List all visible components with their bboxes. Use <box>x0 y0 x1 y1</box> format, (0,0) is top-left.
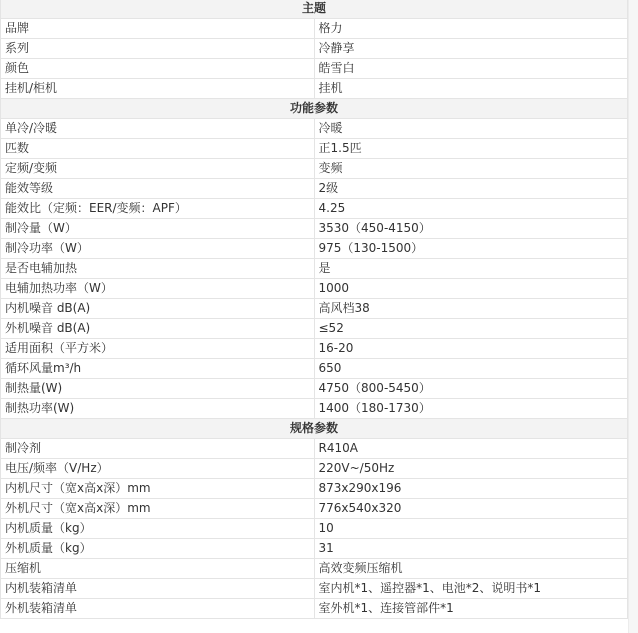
row-key: 适用面积（平方米） <box>1 339 315 359</box>
row-value: 975（130-1500） <box>314 239 628 259</box>
section-header-func <box>1 99 628 119</box>
section-title: 规格参数 <box>1 419 628 439</box>
row-key: 内机噪音 dB(A) <box>1 299 315 319</box>
table-row <box>1 379 628 399</box>
row-value: R410A <box>314 439 628 459</box>
row-value: 2级 <box>314 179 628 199</box>
row-key: 内机尺寸（宽x高x深）mm <box>1 479 315 499</box>
row-key: 单冷/冷暖 <box>1 119 315 139</box>
table-row <box>1 239 628 259</box>
table-row <box>1 459 628 479</box>
row-value: 4750（800-5450） <box>314 379 628 399</box>
row-value: 高效变频压缩机 <box>314 559 628 579</box>
row-key: 电辅加热功率（W） <box>1 279 315 299</box>
row-key: 匹数 <box>1 139 315 159</box>
row-value: 1400（180-1730） <box>314 399 628 419</box>
row-value: 220V~/50Hz <box>314 459 628 479</box>
table-row <box>1 539 628 559</box>
table-row <box>1 219 628 239</box>
row-value: 高风档38 <box>314 299 628 319</box>
row-key: 制热量(W) <box>1 379 315 399</box>
row-value: 1000 <box>314 279 628 299</box>
table-row <box>1 439 628 459</box>
row-value: 皓雪白 <box>314 59 628 79</box>
row-value: 变频 <box>314 159 628 179</box>
row-value: 格力 <box>314 19 628 39</box>
table-row <box>1 359 628 379</box>
row-value: 31 <box>314 539 628 559</box>
table-row <box>1 119 628 139</box>
section-title: 功能参数 <box>1 99 628 119</box>
section-title: 主题 <box>1 0 628 19</box>
table-row <box>1 599 628 619</box>
table-row <box>1 299 628 319</box>
row-value: 776x540x320 <box>314 499 628 519</box>
row-value: 挂机 <box>314 79 628 99</box>
row-key: 外机质量（kg） <box>1 539 315 559</box>
row-key: 压缩机 <box>1 559 315 579</box>
row-key: 能效比（定频：EER/变频：APF） <box>1 199 315 219</box>
table-row <box>1 199 628 219</box>
table-row <box>1 499 628 519</box>
table-row <box>1 179 628 199</box>
row-key: 颜色 <box>1 59 315 79</box>
row-key: 内机质量（kg） <box>1 519 315 539</box>
row-key: 定频/变频 <box>1 159 315 179</box>
table-row <box>1 319 628 339</box>
row-value: 冷暖 <box>314 119 628 139</box>
row-key: 循环风量m³/h <box>1 359 315 379</box>
table-row <box>1 579 628 599</box>
table-row <box>1 559 628 579</box>
row-key: 能效等级 <box>1 179 315 199</box>
row-value: 是 <box>314 259 628 279</box>
row-key: 外机噪音 dB(A) <box>1 319 315 339</box>
table-row <box>1 79 628 99</box>
row-key: 制冷功率（W） <box>1 239 315 259</box>
table-row <box>1 399 628 419</box>
row-key: 系列 <box>1 39 315 59</box>
table-row <box>1 279 628 299</box>
table-row <box>1 519 628 539</box>
row-value: 873x290x196 <box>314 479 628 499</box>
row-value: 10 <box>314 519 628 539</box>
row-value: 冷静享 <box>314 39 628 59</box>
row-key: 制热功率(W) <box>1 399 315 419</box>
row-key: 制冷剂 <box>1 439 315 459</box>
row-key: 品牌 <box>1 19 315 39</box>
row-value: 室内机*1、遥控器*1、电池*2、说明书*1 <box>314 579 628 599</box>
row-value: 4.25 <box>314 199 628 219</box>
row-key: 外机装箱清单 <box>1 599 315 619</box>
row-key: 制冷量（W） <box>1 219 315 239</box>
row-value: 650 <box>314 359 628 379</box>
table-row <box>1 479 628 499</box>
table-row <box>1 159 628 179</box>
row-value: 3530（450-4150） <box>314 219 628 239</box>
row-key: 外机尺寸（宽x高x深）mm <box>1 499 315 519</box>
row-key: 内机装箱清单 <box>1 579 315 599</box>
row-value: 正1.5匹 <box>314 139 628 159</box>
table-row <box>1 59 628 79</box>
section-header-main <box>1 0 628 19</box>
table-row <box>1 39 628 59</box>
row-key: 是否电辅加热 <box>1 259 315 279</box>
row-value: 16-20 <box>314 339 628 359</box>
section-header-spec <box>1 419 628 439</box>
row-value: 室外机*1、连接管部件*1 <box>314 599 628 619</box>
row-key: 电压/频率（V/Hz） <box>1 459 315 479</box>
row-key: 挂机/柜机 <box>1 79 315 99</box>
row-value: ≤52 <box>314 319 628 339</box>
scrollbar[interactable] <box>628 0 638 633</box>
table-row <box>1 259 628 279</box>
table-row <box>1 339 628 359</box>
table-row <box>1 19 628 39</box>
table-row <box>1 139 628 159</box>
